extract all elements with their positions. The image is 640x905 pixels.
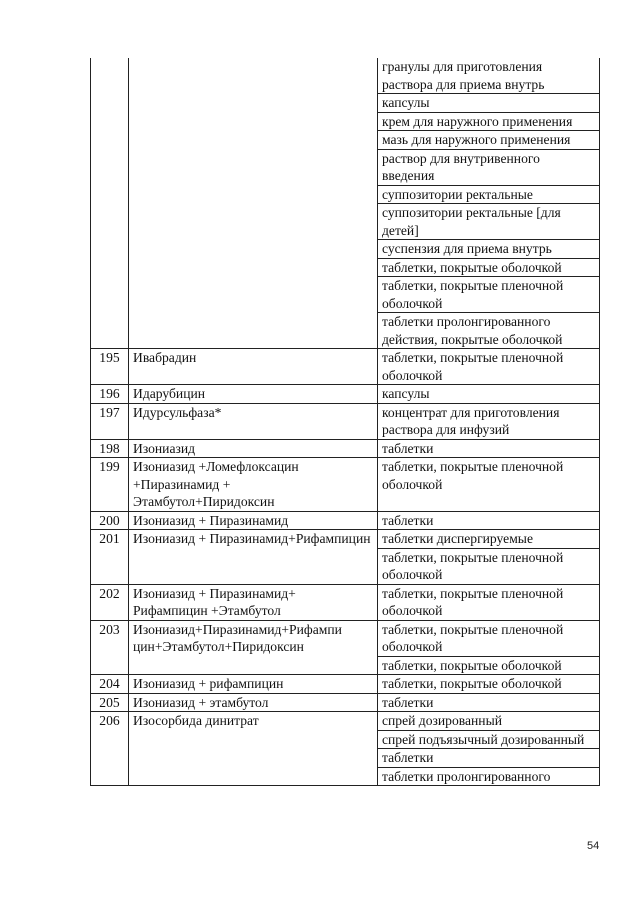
dosage-form-cell: концентрат для приготовления раствора для инфузий bbox=[378, 403, 600, 439]
row-number-cell: 197 bbox=[91, 403, 129, 439]
drug-name-cell: Ивабрадин bbox=[129, 349, 378, 385]
dosage-form-cell: таблетки bbox=[378, 693, 600, 712]
dosage-form-cell: таблетки, покрытые пленочной оболочкой bbox=[378, 548, 600, 584]
table-row bbox=[91, 693, 600, 712]
drug-name-cell: Изосорбида динитрат bbox=[129, 712, 378, 786]
dosage-form-cell: крем для наружного применения bbox=[378, 112, 600, 131]
dosage-form-cell: спрей дозированный bbox=[378, 712, 600, 731]
row-number-cell: 201 bbox=[91, 530, 129, 585]
table-row bbox=[91, 712, 600, 731]
dosage-form-cell: таблетки, покрытые оболочкой bbox=[378, 258, 600, 277]
dosage-form-cell: таблетки, покрытые оболочкой bbox=[378, 675, 600, 694]
dosage-form-cell: суппозитории ректальные [для детей] bbox=[378, 204, 600, 240]
drug-name-cell: Идарубицин bbox=[129, 385, 378, 404]
table-row bbox=[91, 349, 600, 385]
table-row bbox=[91, 620, 600, 656]
row-number-cell: 196 bbox=[91, 385, 129, 404]
table-row bbox=[91, 458, 600, 512]
drug-name-cell: Изониазид + Пиразинамид bbox=[129, 511, 378, 530]
row-number-cell: 195 bbox=[91, 349, 129, 385]
dosage-form-cell: суппозитории ректальные bbox=[378, 185, 600, 204]
row-number-cell: 198 bbox=[91, 439, 129, 458]
drug-name-cell: Изониазид + Пиразинамид+Рифампицин bbox=[129, 530, 378, 585]
dosage-form-cell: таблетки, покрытые пленочной оболочкой bbox=[378, 620, 600, 656]
dosage-form-cell: капсулы bbox=[378, 94, 600, 113]
table-row bbox=[91, 584, 600, 620]
drug-name-cell: Изониазид + этамбутол bbox=[129, 693, 378, 712]
dosage-form-cell: таблетки bbox=[378, 511, 600, 530]
dosage-form-cell: таблетки, покрытые пленочной оболочкой bbox=[378, 349, 600, 385]
dosage-form-cell: таблетки, покрытые пленочной оболочкой bbox=[378, 458, 600, 512]
row-number-cell: 202 bbox=[91, 584, 129, 620]
dosage-form-cell: таблетки, покрытые пленочной оболочкой bbox=[378, 277, 600, 313]
dosage-form-cell: таблетки пролонгированного bbox=[378, 767, 600, 786]
table-row bbox=[91, 530, 600, 549]
table-body bbox=[91, 58, 600, 786]
drug-name-cell: Изониазид + рифампицин bbox=[129, 675, 378, 694]
dosage-form-cell: спрей подъязычный дозированный bbox=[378, 730, 600, 749]
table-row bbox=[91, 675, 600, 694]
dosage-form-cell: таблетки bbox=[378, 749, 600, 768]
table-row bbox=[91, 439, 600, 458]
row-number-cell: 206 bbox=[91, 712, 129, 786]
dosage-form-cell: таблетки диспергируемые bbox=[378, 530, 600, 549]
dosage-form-cell: таблетки пролонгированного действия, покрытые оболочкой bbox=[378, 313, 600, 349]
row-number-cell: 203 bbox=[91, 620, 129, 675]
row-number-cell: 200 bbox=[91, 511, 129, 530]
drug-name-cell: Изониазид+Пиразинамид+Рифампи цин+Этамбутол+Пиридоксин bbox=[129, 620, 378, 675]
row-number-cell bbox=[91, 58, 129, 349]
drug-name-cell: Изониазид +Ломефлоксацин +Пиразинамид + Этамбутол+Пиридоксин bbox=[129, 458, 378, 512]
drug-name-cell: Изониазид bbox=[129, 439, 378, 458]
row-number-cell: 199 bbox=[91, 458, 129, 512]
dosage-form-cell: таблетки, покрытые оболочкой bbox=[378, 656, 600, 675]
dosage-form-cell: гранулы для приготовления раствора для приема внутрь bbox=[378, 58, 600, 94]
table-row bbox=[91, 403, 600, 439]
table-row bbox=[91, 58, 600, 94]
dosage-form-cell: таблетки, покрытые пленочной оболочкой bbox=[378, 584, 600, 620]
dosage-form-cell: суспензия для приема внутрь bbox=[378, 240, 600, 259]
drug-name-cell: Изониазид + Пиразинамид+ Рифампицин +Этамбутол bbox=[129, 584, 378, 620]
row-number-cell: 204 bbox=[91, 675, 129, 694]
table-row bbox=[91, 385, 600, 404]
dosage-form-cell: мазь для наружного применения bbox=[378, 131, 600, 150]
drug-forms-table bbox=[90, 58, 600, 786]
table-row bbox=[91, 511, 600, 530]
dosage-form-cell: раствор для внутривенного введения bbox=[378, 149, 600, 185]
drug-name-cell bbox=[129, 58, 378, 349]
row-number-cell: 205 bbox=[91, 693, 129, 712]
drug-name-cell: Идурсульфаза* bbox=[129, 403, 378, 439]
dosage-form-cell: капсулы bbox=[378, 385, 600, 404]
page-number: 54 bbox=[587, 840, 600, 852]
dosage-form-cell: таблетки bbox=[378, 439, 600, 458]
